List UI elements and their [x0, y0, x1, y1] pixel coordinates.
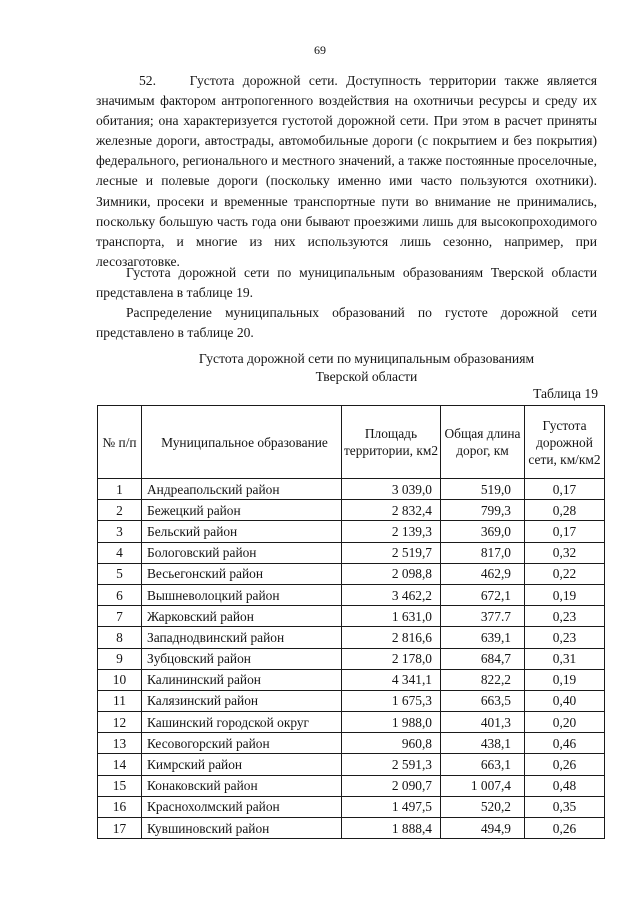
row-number: 12 [98, 712, 142, 733]
header-area: Площадь территории, км2 [342, 406, 441, 479]
row-number: 4 [98, 542, 142, 563]
table-title-line2: Тверской области [315, 369, 418, 384]
municipality-name: Андреапольский район [142, 479, 342, 500]
area-value: 2 591,3 [342, 754, 441, 775]
density-value: 0,23 [525, 606, 605, 627]
row-number: 16 [98, 796, 142, 817]
road-length-value: 377.7 [441, 606, 525, 627]
density-value: 0,26 [525, 818, 605, 839]
density-value: 0,40 [525, 690, 605, 711]
row-number: 7 [98, 606, 142, 627]
municipality-name: Кашинский городской округ [142, 712, 342, 733]
area-value: 2 832,4 [342, 500, 441, 521]
row-number: 8 [98, 627, 142, 648]
municipality-name: Бологовский район [142, 542, 342, 563]
municipality-name: Кувшиновский район [142, 818, 342, 839]
table-row [98, 584, 605, 605]
row-number: 5 [98, 563, 142, 584]
header-length: Общая длина дорог, км [441, 406, 525, 479]
row-number: 9 [98, 648, 142, 669]
area-value: 960,8 [342, 733, 441, 754]
road-length-value: 684,7 [441, 648, 525, 669]
area-value: 2 519,7 [342, 542, 441, 563]
road-density-table [97, 405, 605, 839]
area-value: 3 462,2 [342, 584, 441, 605]
table-row [98, 796, 605, 817]
table-row [98, 521, 605, 542]
table-row [98, 479, 605, 500]
row-number: 11 [98, 690, 142, 711]
area-value: 3 039,0 [342, 479, 441, 500]
row-number: 6 [98, 584, 142, 605]
table-header-row [98, 406, 605, 479]
table-row [98, 648, 605, 669]
header-density: Густота дорожной сети, км/км2 [525, 406, 605, 479]
header-name: Муниципальное образование [142, 406, 342, 479]
municipality-name: Бельский район [142, 521, 342, 542]
table-row [98, 542, 605, 563]
density-value: 0,46 [525, 733, 605, 754]
paragraph-table20-ref: Распределение муниципальных образований по густоте дорожной сети представлено в таблице 20. [96, 305, 597, 341]
row-number: 14 [98, 754, 142, 775]
paragraph-road-density: 52. Густота дорожной сети. Доступность территории также является значимым фактором антропогенного воздействия на охотничьи ресурсы и среду их обитания; она характеризуется густотой дорожной сети. При этом в расчет приняты железные дороги, автострады, автомобильные дороги (с покрытием и без покрытия) федерального, регионального и местного значений, а также постоянные проселочные, лесные и полевые дороги (поскольку именно ими часто пользуются охотники). Зимники, просеки и временные транспортные пути во внимание не принимались, поскольку большую часть года они бывают проезжими лишь для высокопроходимого транспорта, и многие из них используются лишь сезонно, например, при лесозаготовке. [96, 73, 597, 269]
row-number: 15 [98, 775, 142, 796]
road-length-value: 799,3 [441, 500, 525, 521]
municipality-name: Весьегонский район [142, 563, 342, 584]
density-value: 0,23 [525, 627, 605, 648]
municipality-name: Бежецкий район [142, 500, 342, 521]
paragraph-table19-ref: Густота дорожной сети по муниципальным образованиям Тверской области представлена в таблице 19. [96, 265, 597, 301]
table-row [98, 563, 605, 584]
table-row [98, 606, 605, 627]
road-length-value: 817,0 [441, 542, 525, 563]
municipality-name: Вышневолоцкий район [142, 584, 342, 605]
density-value: 0,32 [525, 542, 605, 563]
density-value: 0,28 [525, 500, 605, 521]
area-value: 2 178,0 [342, 648, 441, 669]
table-row [98, 818, 605, 839]
road-length-value: 494,9 [441, 818, 525, 839]
municipality-name: Жарковский район [142, 606, 342, 627]
road-length-value: 663,5 [441, 690, 525, 711]
density-value: 0,35 [525, 796, 605, 817]
road-length-value: 822,2 [441, 669, 525, 690]
area-value: 2 816,6 [342, 627, 441, 648]
area-value: 1 888,4 [342, 818, 441, 839]
area-value: 1 675,3 [342, 690, 441, 711]
area-value: 1 988,0 [342, 712, 441, 733]
road-length-value: 369,0 [441, 521, 525, 542]
row-number: 3 [98, 521, 142, 542]
road-length-value: 519,0 [441, 479, 525, 500]
municipality-name: Кесовогорский район [142, 733, 342, 754]
table-body [98, 479, 605, 839]
page-number: 69 [314, 43, 326, 57]
table-row [98, 775, 605, 796]
area-value: 1 631,0 [342, 606, 441, 627]
area-value: 4 341,1 [342, 669, 441, 690]
road-length-value: 672,1 [441, 584, 525, 605]
row-number: 17 [98, 818, 142, 839]
row-number: 1 [98, 479, 142, 500]
density-value: 0,20 [525, 712, 605, 733]
density-value: 0,17 [525, 479, 605, 500]
row-number: 13 [98, 733, 142, 754]
area-value: 2 139,3 [342, 521, 441, 542]
road-length-value: 401,3 [441, 712, 525, 733]
density-value: 0,48 [525, 775, 605, 796]
table-row [98, 712, 605, 733]
road-length-value: 663,1 [441, 754, 525, 775]
density-value: 0,17 [525, 521, 605, 542]
row-number: 2 [98, 500, 142, 521]
density-value: 0,19 [525, 669, 605, 690]
table-title-line1: Густота дорожной сети по муниципальным образованиям [198, 351, 535, 366]
road-length-value: 462,9 [441, 563, 525, 584]
municipality-name: Западнодвинский район [142, 627, 342, 648]
density-value: 0,22 [525, 563, 605, 584]
municipality-name: Калязинский район [142, 690, 342, 711]
municipality-name: Конаковский район [142, 775, 342, 796]
road-length-value: 438,1 [441, 733, 525, 754]
table-row [98, 669, 605, 690]
municipality-name: Кимрский район [142, 754, 342, 775]
table-row [98, 500, 605, 521]
table-row [98, 690, 605, 711]
table-row [98, 627, 605, 648]
table-title [96, 350, 637, 386]
area-value: 1 497,5 [342, 796, 441, 817]
table-row [98, 754, 605, 775]
road-length-value: 1 007,4 [441, 775, 525, 796]
table-row [98, 733, 605, 754]
road-length-value: 520,2 [441, 796, 525, 817]
road-length-value: 639,1 [441, 627, 525, 648]
density-value: 0,19 [525, 584, 605, 605]
header-num: № п/п [98, 406, 142, 479]
municipality-name: Краснохолмский район [142, 796, 342, 817]
density-value: 0,31 [525, 648, 605, 669]
table-label: Таблица 19 [533, 386, 598, 401]
municipality-name: Зубцовский район [142, 648, 342, 669]
area-value: 2 098,8 [342, 563, 441, 584]
municipality-name: Калининский район [142, 669, 342, 690]
row-number: 10 [98, 669, 142, 690]
area-value: 2 090,7 [342, 775, 441, 796]
density-value: 0,26 [525, 754, 605, 775]
